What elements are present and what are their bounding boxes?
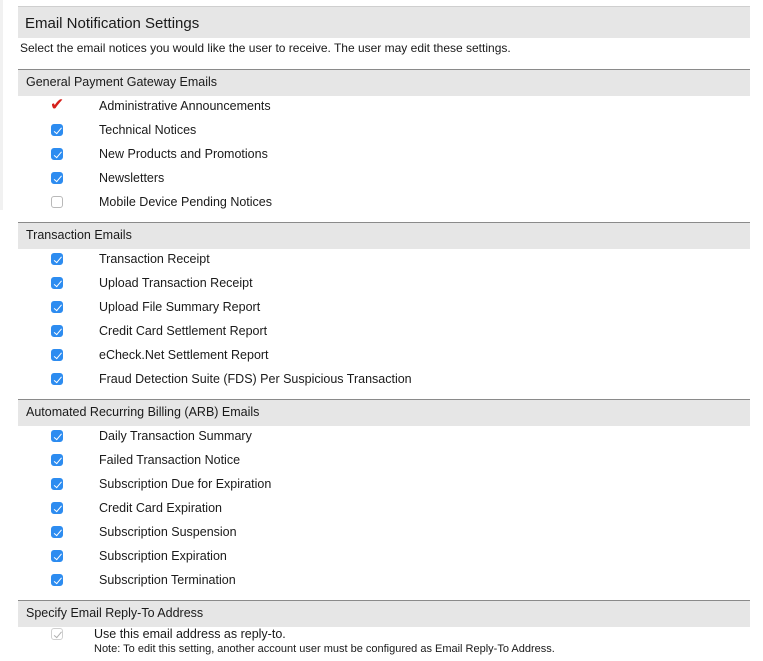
page-title: Email Notification Settings — [25, 15, 200, 32]
option-technical-notices — [18, 118, 750, 142]
left-divider — [0, 0, 3, 210]
option-label: Credit Card Expiration — [99, 501, 222, 515]
option-echeck-settlement — [18, 343, 750, 367]
red-checkmark-icon: ✔ — [50, 95, 65, 115]
section-title: Transaction Emails — [26, 228, 132, 242]
option-label: Upload Transaction Receipt — [99, 276, 253, 290]
option-label: Administrative Announcements — [99, 99, 271, 113]
option-subscription-suspension — [18, 520, 750, 544]
option-upload-file-summary — [18, 295, 750, 319]
section-header-transaction — [18, 222, 750, 249]
checkbox-checked-icon[interactable] — [51, 574, 63, 586]
option-label: Credit Card Settlement Report — [99, 324, 268, 338]
section-header-arb — [18, 399, 750, 426]
intro-text: Select the email notices you would like the user to receive. The user may edit these settings. — [20, 41, 511, 55]
option-label: Failed Transaction Notice — [99, 453, 241, 467]
option-label: Technical Notices — [99, 123, 197, 137]
option-label: Subscription Expiration — [99, 549, 227, 563]
option-label: Daily Transaction Summary — [99, 429, 252, 443]
option-upload-transaction-receipt — [18, 271, 750, 295]
option-subscription-due-expiration — [18, 472, 750, 496]
checkbox-unchecked-icon[interactable] — [51, 196, 63, 208]
checkbox-checked-icon[interactable] — [51, 526, 63, 538]
checkbox-checked-icon[interactable] — [51, 502, 63, 514]
option-label: eCheck.Net Settlement Report — [99, 348, 269, 362]
option-daily-transaction-summary — [18, 424, 750, 448]
checkbox-checked-icon[interactable] — [51, 124, 63, 136]
section-title: Automated Recurring Billing (ARB) Emails — [26, 405, 260, 419]
checkbox-checked-icon[interactable] — [51, 253, 63, 265]
option-transaction-receipt — [18, 247, 750, 271]
checkbox-checked-icon[interactable] — [51, 148, 63, 160]
reply-to-label: Use this email address as reply-to. — [94, 627, 286, 641]
option-credit-card-expiration — [18, 496, 750, 520]
checkbox-checked-icon[interactable] — [51, 478, 63, 490]
option-newsletters — [18, 166, 750, 190]
checkbox-checked-icon[interactable] — [51, 373, 63, 385]
checkbox-disabled-icon — [51, 628, 63, 640]
option-label: New Products and Promotions — [99, 147, 268, 161]
checkbox-checked-icon[interactable] — [51, 349, 63, 361]
checkbox-checked-icon[interactable] — [51, 325, 63, 337]
checkbox-checked-icon[interactable] — [51, 454, 63, 466]
section-header-general — [18, 69, 750, 96]
section-title: General Payment Gateway Emails — [26, 75, 218, 89]
checkbox-checked-icon[interactable] — [51, 301, 63, 313]
option-label: Mobile Device Pending Notices — [99, 195, 273, 209]
option-administrative-announcements — [18, 94, 750, 118]
option-label: Subscription Due for Expiration — [99, 477, 272, 491]
option-label: Subscription Suspension — [99, 525, 237, 539]
option-label: Transaction Receipt — [99, 252, 210, 266]
checkbox-checked-icon[interactable] — [51, 550, 63, 562]
checkbox-checked-icon[interactable] — [51, 277, 63, 289]
option-credit-card-settlement — [18, 319, 750, 343]
option-fraud-detection-suite — [18, 367, 750, 391]
option-new-products — [18, 142, 750, 166]
option-label: Fraud Detection Suite (FDS) Per Suspicious Transaction — [99, 372, 412, 386]
section-title: Specify Email Reply-To Address — [26, 606, 204, 620]
option-label: Upload File Summary Report — [99, 300, 261, 314]
checkbox-checked-icon[interactable] — [51, 430, 63, 442]
option-label: Subscription Termination — [99, 573, 236, 587]
option-failed-transaction-notice — [18, 448, 750, 472]
option-label: Newsletters — [99, 171, 165, 185]
option-subscription-expiration — [18, 544, 750, 568]
option-subscription-termination — [18, 568, 750, 592]
reply-to-note: Note: To edit this setting, another account user must be configured as Email Reply-To Address. — [94, 643, 555, 655]
option-mobile-device-pending — [18, 190, 750, 214]
title-bar — [18, 6, 750, 38]
checkbox-checked-icon[interactable] — [51, 172, 63, 184]
